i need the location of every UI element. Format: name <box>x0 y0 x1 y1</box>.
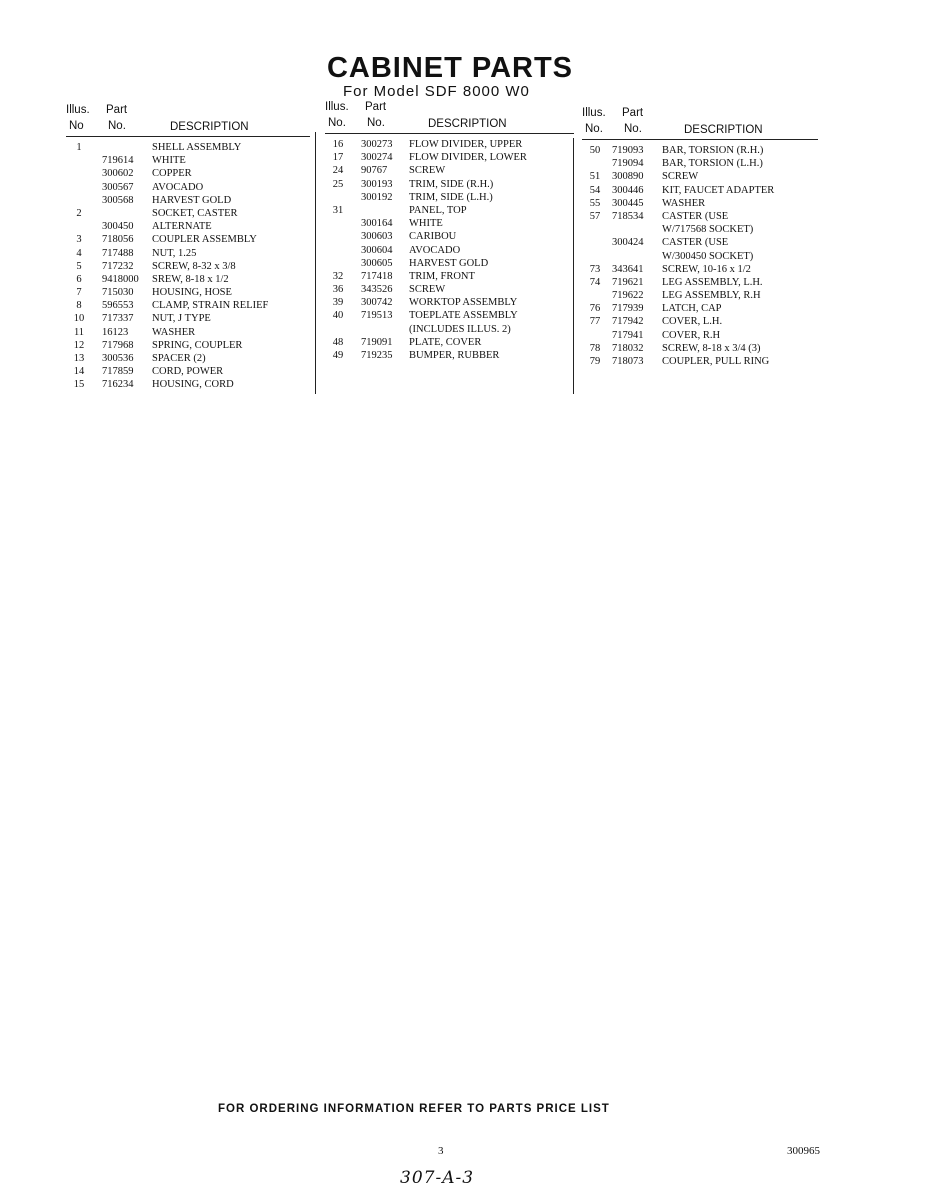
part-number: 300568 <box>102 194 134 206</box>
part-number: 300603 <box>361 231 393 243</box>
illus-number: 57 <box>589 210 601 222</box>
table-row <box>582 236 818 249</box>
table-row <box>325 244 574 257</box>
part-number: 718056 <box>102 234 134 246</box>
table-row <box>582 276 818 289</box>
part-description: WORKTOP ASSEMBLY <box>409 297 518 309</box>
illus-number: 16 <box>332 139 344 150</box>
part-description: LATCH, CAP <box>662 303 722 315</box>
table-row <box>325 257 574 270</box>
part-description: CASTER (USE <box>662 210 729 222</box>
part-description: W/300450 SOCKET) <box>662 250 754 262</box>
part-description: SCREW <box>409 165 446 177</box>
part-description: SCREW <box>409 284 446 296</box>
part-number: 717941 <box>612 329 644 341</box>
handwritten-note: 307-A-3 <box>400 1168 475 1188</box>
part-description: BAR, TORSION (R.H.) <box>662 145 764 156</box>
header-part-no: No. <box>367 117 385 129</box>
part-description: HOUSING, CORD <box>152 379 234 391</box>
part-description: (INCLUDES ILLUS. 2) <box>409 323 511 335</box>
table-row <box>66 299 310 312</box>
part-number: 719091 <box>361 336 393 348</box>
column-header <box>582 105 818 140</box>
part-number: 717859 <box>102 366 134 378</box>
column-header <box>66 102 310 137</box>
illus-number: 76 <box>589 303 601 315</box>
illus-number: 73 <box>589 263 601 275</box>
part-number: 718032 <box>612 342 644 354</box>
table-row <box>66 339 310 352</box>
part-number: 300193 <box>361 178 393 190</box>
part-description: FLOW DIVIDER, UPPER <box>409 139 523 150</box>
table-row <box>66 181 310 194</box>
illus-number: 25 <box>332 178 344 190</box>
table-row <box>66 312 310 325</box>
header-illus-no: No. <box>328 117 346 129</box>
table-row <box>582 223 818 236</box>
part-number: 717232 <box>102 260 134 272</box>
illus-number: 6 <box>76 273 82 285</box>
table-row <box>325 270 574 283</box>
part-description: SREW, 8-18 x 1/2 <box>152 273 229 285</box>
part-description: COVER, R.H <box>662 329 721 341</box>
part-number: 719093 <box>612 145 644 156</box>
illus-number: 11 <box>73 326 85 338</box>
part-number: 719235 <box>361 350 393 361</box>
part-description: CORD, POWER <box>152 366 224 378</box>
table-row <box>582 157 818 170</box>
table-row <box>66 260 310 273</box>
part-description: WASHER <box>662 197 706 209</box>
part-description: WHITE <box>152 155 186 167</box>
illus-number: 74 <box>589 276 601 288</box>
table-row <box>582 302 818 315</box>
part-description: SOCKET, CASTER <box>152 207 238 219</box>
column-header <box>325 99 574 134</box>
part-description: CASTER (USE <box>662 237 729 249</box>
part-description: COUPLER ASSEMBLY <box>152 234 257 246</box>
illus-number: 1 <box>76 142 82 153</box>
table-row <box>325 151 574 164</box>
illus-number: 49 <box>332 350 344 361</box>
header-part-no: No. <box>108 120 126 132</box>
table-row <box>66 233 310 246</box>
table-row <box>66 207 310 220</box>
part-description: SPRING, COUPLER <box>152 339 243 351</box>
part-description: LEG ASSEMBLY, R.H <box>662 290 761 302</box>
column-divider <box>315 132 316 394</box>
part-number: 343526 <box>361 284 393 296</box>
table-row <box>325 323 574 336</box>
part-number: 719622 <box>612 290 644 302</box>
illus-number: 51 <box>589 171 601 183</box>
illus-number: 39 <box>332 297 344 309</box>
part-description: TRIM, SIDE (R.H.) <box>409 178 494 190</box>
table-row <box>66 154 310 167</box>
illus-number: 3 <box>76 234 82 246</box>
table-row <box>582 210 818 223</box>
table-row <box>582 329 818 342</box>
part-number: 717337 <box>102 313 134 325</box>
part-number: 300273 <box>361 139 393 150</box>
illus-number: 15 <box>73 379 85 391</box>
table-row <box>66 273 310 286</box>
table-row <box>66 365 310 378</box>
part-description: WHITE <box>409 218 443 230</box>
table-row <box>66 247 310 260</box>
part-number: 717939 <box>612 303 644 315</box>
illus-number: 2 <box>76 207 82 219</box>
illus-number: 32 <box>332 270 344 282</box>
table-row <box>325 283 574 296</box>
part-number: 718073 <box>612 356 644 367</box>
part-description: COPPER <box>152 168 192 180</box>
part-description: SCREW, 8-32 x 3/8 <box>152 260 236 272</box>
part-number: 300274 <box>361 152 393 164</box>
part-description: ALTERNATE <box>152 221 212 233</box>
part-description: AVOCADO <box>409 244 461 256</box>
part-description: SPACER (2) <box>152 353 206 364</box>
illus-number: 48 <box>332 336 344 348</box>
page-number: 3 <box>438 1145 444 1157</box>
parts-column-3 <box>582 102 818 368</box>
table-row <box>582 315 818 328</box>
ordering-info-footer: FOR ORDERING INFORMATION REFER TO PARTS PRICE LIST <box>218 1103 610 1115</box>
part-number: 596553 <box>102 300 134 312</box>
illus-number: 12 <box>73 339 85 351</box>
illus-number: 4 <box>76 247 82 259</box>
part-number: 716234 <box>102 379 134 391</box>
header-part: Part <box>365 101 387 113</box>
table-row <box>66 194 310 207</box>
part-description: HOUSING, HOSE <box>152 287 232 299</box>
header-part-no: No. <box>624 123 642 135</box>
table-row <box>325 296 574 309</box>
document-number: 300965 <box>787 1145 820 1157</box>
header-part: Part <box>622 107 644 119</box>
part-description: SCREW, 8-18 x 3/4 (3) <box>662 342 761 354</box>
illus-number: 78 <box>589 342 601 354</box>
part-description: CLAMP, STRAIN RELIEF <box>152 300 269 312</box>
header-illus: Illus. <box>325 101 349 113</box>
part-number: 717942 <box>612 316 644 328</box>
part-description: BAR, TORSION (L.H.) <box>662 158 763 170</box>
part-description: HARVEST GOLD <box>152 194 232 206</box>
part-description: HARVEST GOLD <box>409 257 489 269</box>
part-number: 719513 <box>361 310 393 322</box>
part-number: 300446 <box>612 184 644 196</box>
part-description: PANEL, TOP <box>409 204 467 216</box>
illus-number: 54 <box>589 184 601 196</box>
illus-number: 17 <box>332 152 344 164</box>
part-number: 300604 <box>361 244 393 256</box>
part-number: 719621 <box>612 276 644 288</box>
part-description: TRIM, SIDE (L.H.) <box>409 191 493 203</box>
illus-number: 50 <box>589 145 601 156</box>
part-description: FLOW DIVIDER, LOWER <box>409 152 527 164</box>
table-row <box>325 204 574 217</box>
table-row <box>582 355 818 368</box>
table-row <box>66 220 310 233</box>
column-divider <box>573 138 574 394</box>
parts-column-2 <box>325 102 574 362</box>
part-number: 717488 <box>102 247 134 259</box>
table-row <box>66 286 310 299</box>
table-row <box>66 326 310 339</box>
part-description: TRIM, FRONT <box>409 270 475 282</box>
header-description: DESCRIPTION <box>170 121 249 133</box>
part-description: KIT, FAUCET ADAPTER <box>662 184 775 196</box>
part-number: 300742 <box>361 297 393 309</box>
part-number: 300164 <box>361 218 393 230</box>
part-description: CARIBOU <box>409 231 457 243</box>
table-row <box>66 352 310 365</box>
part-description: SCREW <box>662 171 699 183</box>
part-number: 300567 <box>102 181 134 193</box>
illus-number: 36 <box>332 284 344 296</box>
table-row <box>325 191 574 204</box>
part-number: 717418 <box>361 270 393 282</box>
part-number: 719094 <box>612 158 644 170</box>
illus-number: 31 <box>332 204 344 216</box>
part-description: AVOCADO <box>152 181 204 193</box>
table-row <box>325 349 574 362</box>
table-row <box>582 197 818 210</box>
illus-number: 55 <box>589 197 601 209</box>
part-description: COUPLER, PULL RING <box>662 356 770 367</box>
part-description: NUT, 1.25 <box>152 247 197 259</box>
header-illus-no: No. <box>585 123 603 135</box>
illus-number: 13 <box>73 353 85 364</box>
part-number: 300536 <box>102 353 134 364</box>
illus-number: 5 <box>76 260 82 272</box>
table-row <box>325 164 574 177</box>
part-description: NUT, J TYPE <box>152 313 211 325</box>
part-number: 300605 <box>361 257 393 269</box>
header-description: DESCRIPTION <box>428 118 507 130</box>
part-number: 300890 <box>612 171 644 183</box>
table-row <box>582 144 818 157</box>
part-number: 715030 <box>102 287 134 299</box>
part-number: 300192 <box>361 191 393 203</box>
part-description: BUMPER, RUBBER <box>409 350 500 361</box>
part-description: COVER, L.H. <box>662 316 723 328</box>
part-description: TOEPLATE ASSEMBLY <box>409 310 518 322</box>
part-number: 719614 <box>102 155 134 167</box>
illus-number: 8 <box>76 300 82 312</box>
illus-number: 7 <box>76 287 82 299</box>
header-illus-no: No <box>69 120 84 132</box>
part-description: LEG ASSEMBLY, L.H. <box>662 276 763 288</box>
table-row <box>582 184 818 197</box>
part-number: 343641 <box>612 263 644 275</box>
illus-number: 10 <box>73 313 85 325</box>
table-row <box>325 138 574 151</box>
illus-number: 79 <box>589 356 601 367</box>
part-number: 300424 <box>612 237 644 249</box>
model-subtitle: For Model SDF 8000 W0 <box>343 83 530 100</box>
parts-column-1 <box>66 102 310 392</box>
part-description: SCREW, 10-16 x 1/2 <box>662 263 751 275</box>
header-part: Part <box>106 104 128 116</box>
table-row <box>66 167 310 180</box>
part-number: 718534 <box>612 210 644 222</box>
table-row <box>582 170 818 183</box>
part-number: 300445 <box>612 197 644 209</box>
table-row <box>582 250 818 263</box>
part-number: 717968 <box>102 339 134 351</box>
part-number: 16123 <box>102 326 129 338</box>
table-row <box>325 336 574 349</box>
part-number: 300602 <box>102 168 134 180</box>
table-row <box>582 342 818 355</box>
table-row <box>325 230 574 243</box>
table-row <box>66 378 310 391</box>
header-illus: Illus. <box>66 104 90 116</box>
page-title: CABINET PARTS <box>326 52 574 84</box>
header-description: DESCRIPTION <box>684 124 763 136</box>
table-row <box>325 217 574 230</box>
part-description: W/717568 SOCKET) <box>662 224 754 236</box>
table-row <box>325 309 574 322</box>
table-row <box>582 289 818 302</box>
illus-number: 14 <box>73 366 85 378</box>
part-description: WASHER <box>152 326 196 338</box>
part-description: SHELL ASSEMBLY <box>152 142 242 153</box>
part-number: 9418000 <box>102 273 139 285</box>
table-row <box>66 141 310 154</box>
part-description: PLATE, COVER <box>409 336 482 348</box>
table-row <box>325 178 574 191</box>
illus-number: 40 <box>332 310 344 322</box>
table-row <box>582 263 818 276</box>
illus-number: 77 <box>589 316 601 328</box>
illus-number: 24 <box>332 165 344 177</box>
header-illus: Illus. <box>582 107 606 119</box>
part-number: 90767 <box>361 165 388 177</box>
part-number: 300450 <box>102 221 134 233</box>
